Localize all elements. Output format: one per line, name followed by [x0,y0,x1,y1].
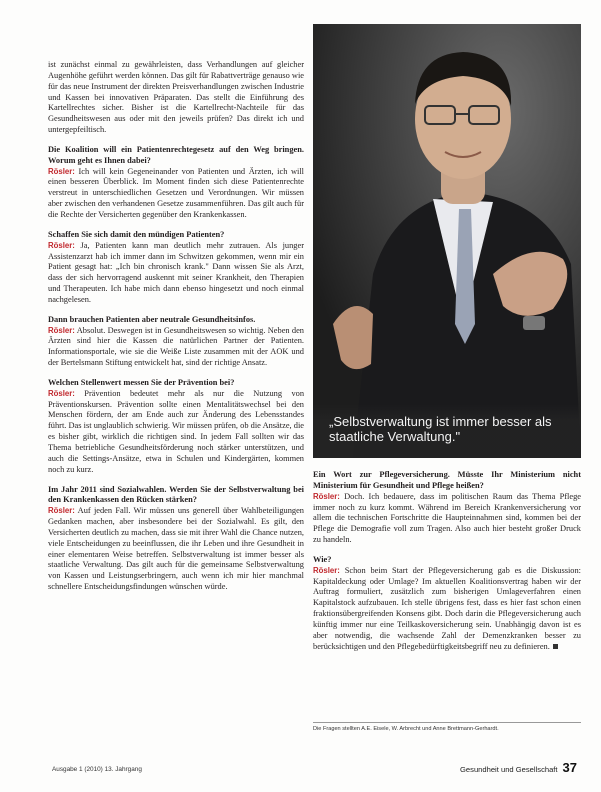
question-5: Im Jahr 2011 sind Sozialwahlen. Werden Sie der Selbstverwaltung bei den Krankenkassen den Rücken stärken? [48,484,304,505]
answer-text: Absolut. Deswegen ist in Gesundheitswesen so wichtig. Neben den Ärzten sind hier die Kassen die natürlichen Partner der Patienten. Informationsportale, wie sie die Weiße Liste zusammen mit der AOK und der Bertelsmann Stiftung entwickelt hat, sind der richtige Ansatz. [48,325,304,368]
right-column [313,470,581,653]
intro-paragraph: ist zunächst einmal zu gewährleisten, dass Verhandlungen auf gleicher Augenhöhe geführt werden können. Das gilt für Rabattverträge genauso wie für das neue Instrument der direkten Preisverhandlungen zwischen Industrie und Kassen bei innovativen Präparaten. Das stellt die Einführung des Kartellrechtes sicher. Bisher ist die Kartellrecht-Nachteile für das Gesundheitswesen aus oder mit den jeweils prüfen? Das direkt ich und untergepfeiltisch. [48,60,304,135]
answer-text: Prävention bedeutet mehr als nur die Nutzung von Präventionskursen. Prävention sollte einen Mentalitätswechsel bei den Menschen fördern, der am Ende auch zur Änderung des Lebensstandes führt. Das ist unglaublich schwierig. Wir müssen prüfen, ob die Ansätze, die es bisher gibt, wirklich die richtigen sind. In jedem Fall sollten wir das Thema betriebliche Gesundheitsförderung noch stärker unterstützen, und auch die Settings-Ansätze, etwa in Schulen und Kindergärten, kommen noch zu kurz. [48,388,305,474]
section-name: Gesundheit und Gesellschaft [460,765,558,774]
speaker-label: Rösler: [48,506,75,516]
end-of-article-square [553,644,558,649]
question-4: Welchen Stellenwert messen Sie der Prävention bei? [48,377,235,387]
issue-info: Ausgabe 1 (2010) 13. Jahrgang [52,766,142,773]
speaker-label: Rösler: [48,240,75,250]
question-2: Schaffen Sie sich damit den mündigen Patienten? [48,229,225,239]
question-7: Wie? [313,554,332,564]
question-6: Ein Wort zur Pflegeversicherung. Müsste Ihr Ministerium nicht Ministerium für Gesundheit und Pflege heißen? [313,470,581,490]
portrait-illustration [313,24,581,458]
answer-4 [48,389,304,476]
answer-text: Ja, Patienten kann man deutlich mehr zutrauen. Als junger Assistenzarzt hab ich immer dann im Schwitzen gekommen, wenn mir ein Patient gesagt hat: „Ich bin chronisch krank." Dann wissen Sie als Arzt, dass der sich hervorragend auskennt mit seiner Krankheit, den Therapien und Therapeuten. Ich habe mich dann ebenso hingesetzt und noch einmal nachgelesen. [48,240,304,304]
answer-7 [313,566,581,653]
answer-3 [48,326,304,369]
answer-5 [48,506,304,593]
answer-text: Schon beim Start der Pflegeversicherung gab es die Diskussion: Kapitaldeckung oder Umlage? Im aktuellen Koalitionsvertrag haben wir der Auftrag formuliert, zusätzlich zum bisherigen Umlageverfahren einen Kapitalstock aufzubauen. Ich stelle übrigens fest, dass es hier fast schon einen fraktionsübergreifenden Konsens gibt. Doch darin die Pflegeversicherung auch künftig immer nur eine Teilkaskoversicherung sein. Unabhängig davon ist es aber notwendig, die wachsende Zahl der Demenzkranken besser zu berücksichtigen und den Pflegebedürftigkeitsbegriff neu zu definieren. [313,565,582,651]
answer-text: Doch. Ich bedauere, dass im politischen Raum das Thema Pflege immer noch zu kurz kommt. Während im Bereich Krankenversicherung vor allem die technischen Fortschritte die Haupteinnahmen sind, kommen bei der Pflege die Demografie voll zum Tragen. Also auch hier besteht großer Druck zu handeln. [313,491,581,545]
question-1: Die Koalition will ein Patientenrechtegesetz auf den Weg bringen. Worum geht es Ihnen dabei? [48,144,304,165]
speaker-label: Rösler: [313,565,340,575]
page-number: 37 [562,760,577,775]
page-footer [0,760,601,782]
left-column [48,60,304,593]
answer-6 [313,492,581,546]
answer-1 [48,167,304,221]
answer-text: Auf jeden Fall. Wir müssen uns generell über Wahlbeteiligungen Gedanken machen, aber insbesondere bei der Sozialwahl. Es gilt, den Versicherten deutlich zu machen, dass sie mit ihrer Wahl die Chance nutzen, viele Entscheidungen zu beeinflussen, die ihr Leben und ihre Gesundheit in einer elementaren Weise betreffen. Selbstverwaltung ist immer besser als staatliche Verwaltung. Das gilt auch für die gemeinsame Selbstverwaltung von Kassen und Leistungserbringern, auch wenn ich mir hier manchmal schnellere Entscheidungsfindungen wünschen würde. [48,506,304,592]
answer-text: Ich will kein Gegeneinander von Patienten und Ärzten, ich will einen besseren Überblick. Im Moment finden sich diese Patientenrechte verstreut in unterschiedlichen Gesetzen und Verordnungen. Wir müssen aber zwischen den verhandenen Gesetze zusammenführen. Das gilt auch für die Rechte der Versicherten gegenüber den Krankenkassen. [48,166,305,219]
pull-quote [313,404,581,458]
pull-quote-text: „Selbstverwaltung ist immer besser als staatliche Verwaltung." [329,414,552,444]
footer-right [460,760,577,775]
speaker-label: Rösler: [313,491,340,501]
answer-2 [48,241,304,306]
speaker-label: Rösler: [48,166,75,176]
interview-photo [313,24,581,458]
speaker-label: Rösler: [48,388,75,398]
interview-credit: Die Fragen stellten A.E. Eisele, W. Arbrecht und Anne Brettmann-Gerhardt. [313,722,581,732]
question-3: Dann brauchen Patienten aber neutrale Gesundheitsinfos. [48,314,256,324]
speaker-label: Rösler: [48,325,75,335]
